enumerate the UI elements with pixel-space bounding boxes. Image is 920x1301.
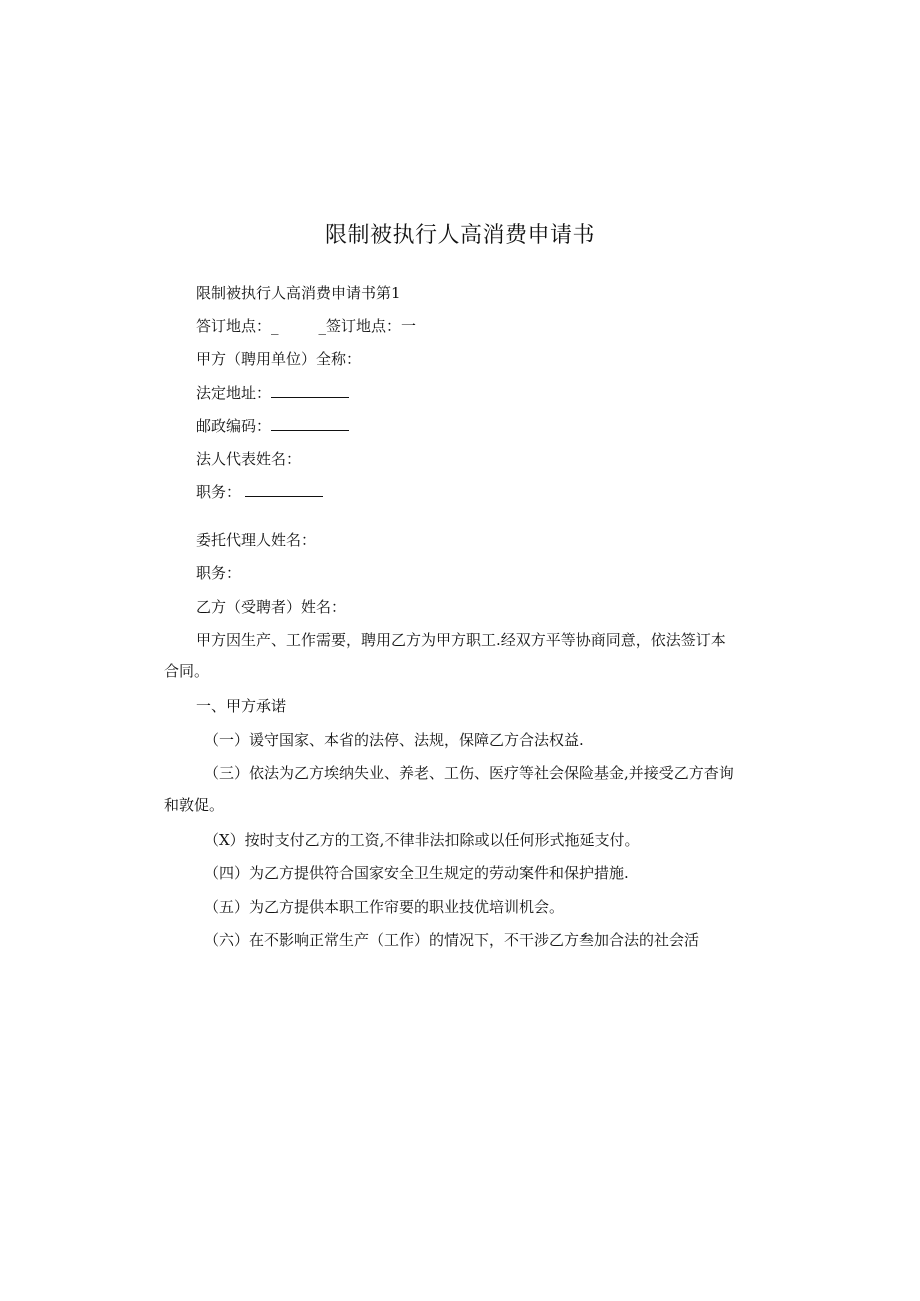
postal-code-blank [271,416,349,431]
item5-line: （五）为乙方提供本职工作帘要的职业技优培训机会。 [204,898,565,916]
item4-line: （四）为乙方提供符合国家安全卫生规定的劳动案件和保护措施. [204,864,629,882]
item2-line-2: 和敦促。 [164,796,225,814]
legal-rep-line: 法人代表姓名： [196,450,302,468]
legal-address-line [196,383,349,403]
position1-label: 职务： [196,483,242,501]
sign-place-line [196,316,416,336]
intro-line-2: 合同。 [164,662,210,680]
section1-heading: 一、甲方承诺 [196,697,287,715]
subtitle-line: 限制被执行人高消费申请书第1 [196,284,401,302]
position1-blank [245,482,323,497]
document-title: 限制被执行人高消费申请书 [324,223,595,248]
position2-line: 职务： [196,564,242,582]
item6-line: （六）在不影响正常生产（工作）的情况下，不干涉乙方叁加合法的社会活 [204,931,700,949]
sign-place-a: 答订地点：_ [196,317,279,335]
postal-code-label: 邮政编码： [196,417,272,435]
position1-line [196,482,323,502]
postal-code-line [196,416,349,436]
party-a-line: 甲方（聘用单位）全称： [196,350,362,368]
legal-address-blank [271,383,349,398]
intro-line-1: 甲方因生产、工作需要，聘用乙方为甲方职工.经双方平等协商同意，依法签订本 [196,631,726,649]
item1-line: （一）谖守国家、本省的法停、法规，保障乙方合法权益. [204,731,584,749]
agent-line: 委托代理人姓名： [196,531,317,549]
item2-line-1: （三）依法为乙方埃纳失业、养老、工伤、医疗等社会保险基金,并接受乙方杳询 [204,764,734,782]
legal-address-label: 法定地址： [196,384,272,402]
item3-line: （X）按时支付乙方的工资,不律非法扣除或以任何形式拖延支付。 [204,831,640,849]
party-b-line: 乙方（受聘者）姓名： [196,598,347,616]
sign-place-b: _签订地点：一 [318,317,417,335]
